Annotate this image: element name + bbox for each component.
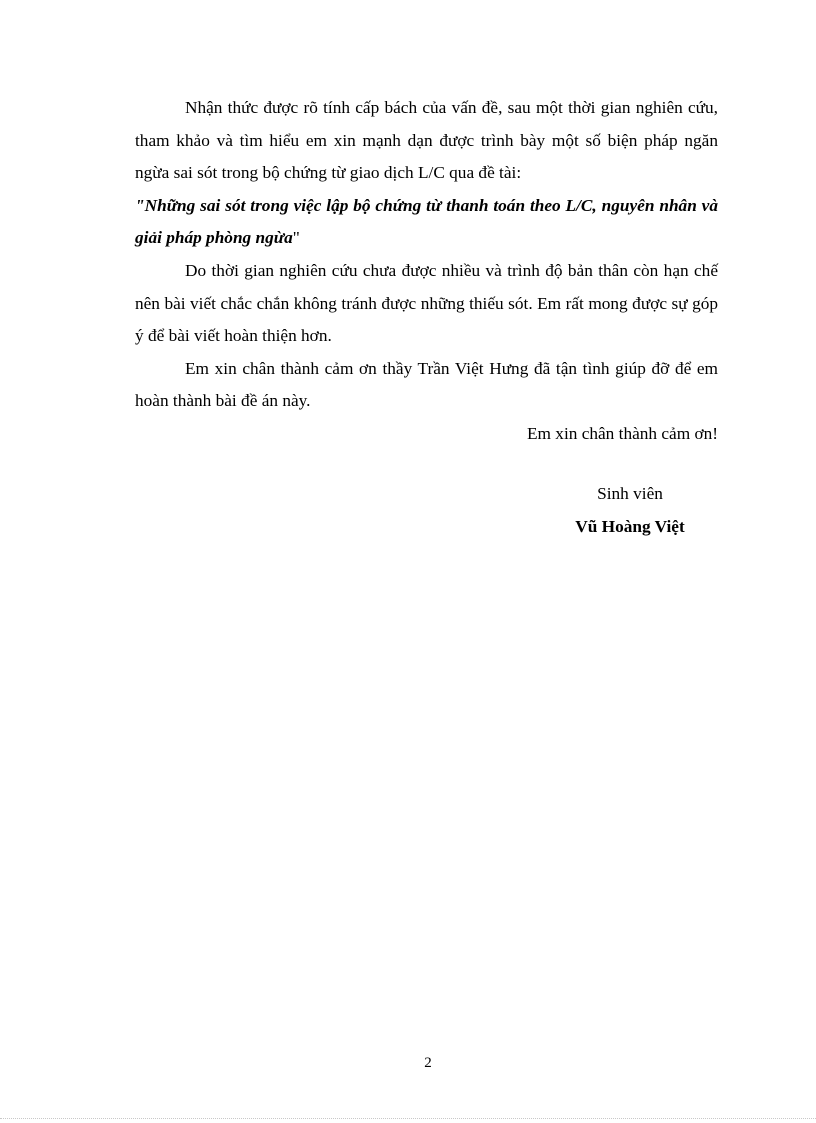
- topic-quote-open: ": [135, 195, 145, 215]
- signature-name: Vũ Hoàng Việt: [575, 516, 685, 536]
- closing-thanks: Em xin chân thành cảm ơn!: [526, 423, 718, 443]
- topic-quote-close: ": [292, 228, 300, 248]
- paragraph-thanks-teacher: Em xin chân thành cảm ơn thầy Trần Việt Hưng đã tận tình giúp đỡ để em hoàn thành bài đề án này.: [135, 358, 718, 411]
- topic-title: Những sai sót trong việc lập bộ chứng từ thanh toán theo L/C, nguyên nhân và giải pháp phòng ngừa: [135, 195, 718, 248]
- topic-title-paragraph: [135, 190, 718, 255]
- signature-role: Sinh viên: [597, 484, 663, 503]
- signature-block: [540, 478, 720, 543]
- body-text: [135, 92, 718, 451]
- paragraph-limitations: Do thời gian nghiên cứu chưa được nhiều và trình độ bản thân còn hạn chế nên bài viết chắc chắn không tránh được những thiếu sót. Em rất mong được sự góp ý để bài viết hoàn thiện hơn.: [135, 260, 718, 346]
- paragraph-awareness: Nhận thức được rõ tính cấp bách của vấn đề, sau một thời gian nghiên cứu, tham khảo và tìm hiểu em xin mạnh dạn được trình bày một số biện pháp ngăn ngừa sai sót trong bộ chứng từ giao dịch L/C qua đề tài:: [135, 98, 718, 183]
- page-bottom-divider: [0, 1118, 816, 1119]
- page-number: 2: [424, 1055, 432, 1071]
